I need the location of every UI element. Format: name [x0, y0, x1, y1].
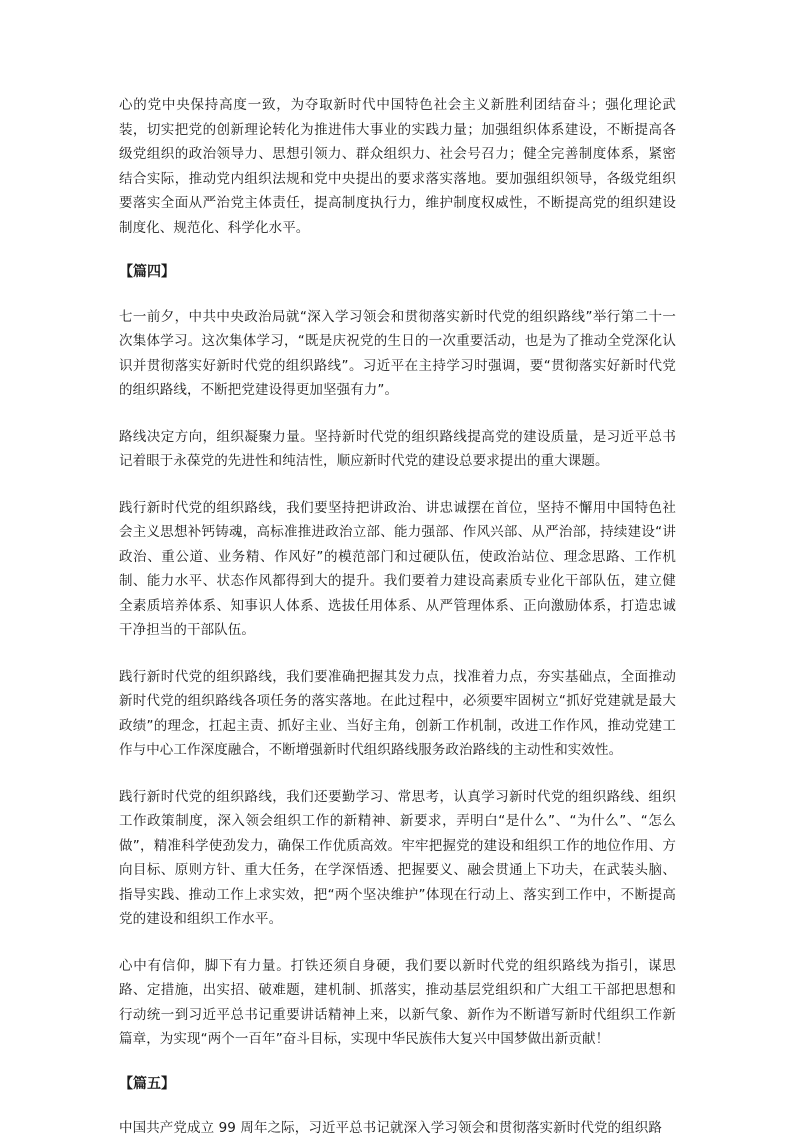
- paragraph: 践行新时代党的组织路线，我们要准确把握其发力点，找准着力点，夯实基础点，全面推动新时代党的组织路线各项任务的落实落地。在此过程中，必须要牢固树立“抓好党建就是最大政绩”的理念，扛起主责、抓好主业、当好主角，创新工作机制，改进工作作风，推动党建工作与中心工作深度融合，不断增强新时代组织路线服务政治路线的主动性和实效性。: [119, 668, 676, 758]
- paragraph: 中国共产党成立 99 周年之际，习近平总书记就深入学习领会和贯彻落实新时代党的组织路: [119, 1120, 662, 1136]
- paragraph-intro: 心的党中央保持高度一致，为夺取新时代中国特色社会主义新胜利团结奋斗；强化理论武装，切实把党的创新理论转化为推进伟大事业的实践力量；加强组织体系建设，不断提高各级党组织的政治领导力、思想引领力、群众组织力、社会号召力；健全完善制度体系，紧密结合实际，推动党内组织法规和党中央提出的要求落实落地。要加强组织领导，各级党组织要落实全面从严治党主体责任，提高制度执行力，维护制度权威性，不断提高党的组织建设制度化、规范化、科学化水平。: [119, 97, 676, 236]
- paragraph: 践行新时代党的组织路线，我们还要勤学习、常思考，认真学习新时代党的组织路线、组织工作政策制度，深入领会组织工作的新精神、新要求，弄明白“是什么”、“为什么”、“怎么做”，精准科学使劲发力，确保工作优质高效。牢牢把握党的建设和组织工作的地位作用、方向目标、原则方针、重大任务，在学深悟透、把握要义、融会贯通上下功夫，在武装头脑、指导实践、推动工作上求实效，把“两个坚决维护”体现在行动上、落实到工作中，不断提高党的建设和组织工作水平。: [119, 788, 676, 927]
- paragraph: 七一前夕，中共中央政治局就“深入学习领会和贯彻落实新时代党的组织路线”举行第二十一次集体学习。这次集体学习，“既是庆祝党的生日的一次重要活动，也是为了推动全党深化认识并贯彻落实好新时代党的组织路线”。习近平在主持学习时强调，要“贯彻落实好新时代党的组织路线，不断把党建设得更加坚强有力”。: [119, 308, 676, 398]
- section-heading-5: 【篇五】: [119, 1075, 175, 1092]
- paragraph: 心中有信仰，脚下有力量。打铁还须自身硬，我们要以新时代党的组织路线为指引，谋思路、定措施，出实招、破难题，建机制、抓落实，推动基层党组织和广大组工干部把思想和行动统一到习近平总书记重要讲话精神上来，以新气象、新作为不断谱写新时代组织工作新篇章，为实现“两个一百年”奋斗目标，实现中华民族伟大复兴中国梦做出新贡献！: [119, 957, 676, 1047]
- paragraph: 路线决定方向，组织凝聚力量。坚持新时代党的组织路线提高党的建设质量，是习近平总书记着眼于永葆党的先进性和纯洁性，顺应新时代党的建设总要求提出的重大课题。: [119, 428, 676, 469]
- paragraph: 践行新时代党的组织路线，我们要坚持把讲政治、讲忠诚摆在首位，坚持不懈用中国特色社会主义思想补钙铸魂，高标准推进政治立部、能力强部、作风兴部、从严治部，持续建设“讲政治、重公道、业务精、作风好”的模范部门和过硬队伍，使政治站位、理念思路、工作机制、能力水平、状态作风都得到大的提升。我们要着力建设高素质专业化干部队伍，建立健全素质培养体系、知事识人体系、选拔任用体系、从严管理体系、正向激励体系，打造忠诚干净担当的干部队伍。: [119, 499, 676, 638]
- document-page: [119, 93, 676, 1141]
- section-heading-4: 【篇四】: [119, 264, 175, 280]
